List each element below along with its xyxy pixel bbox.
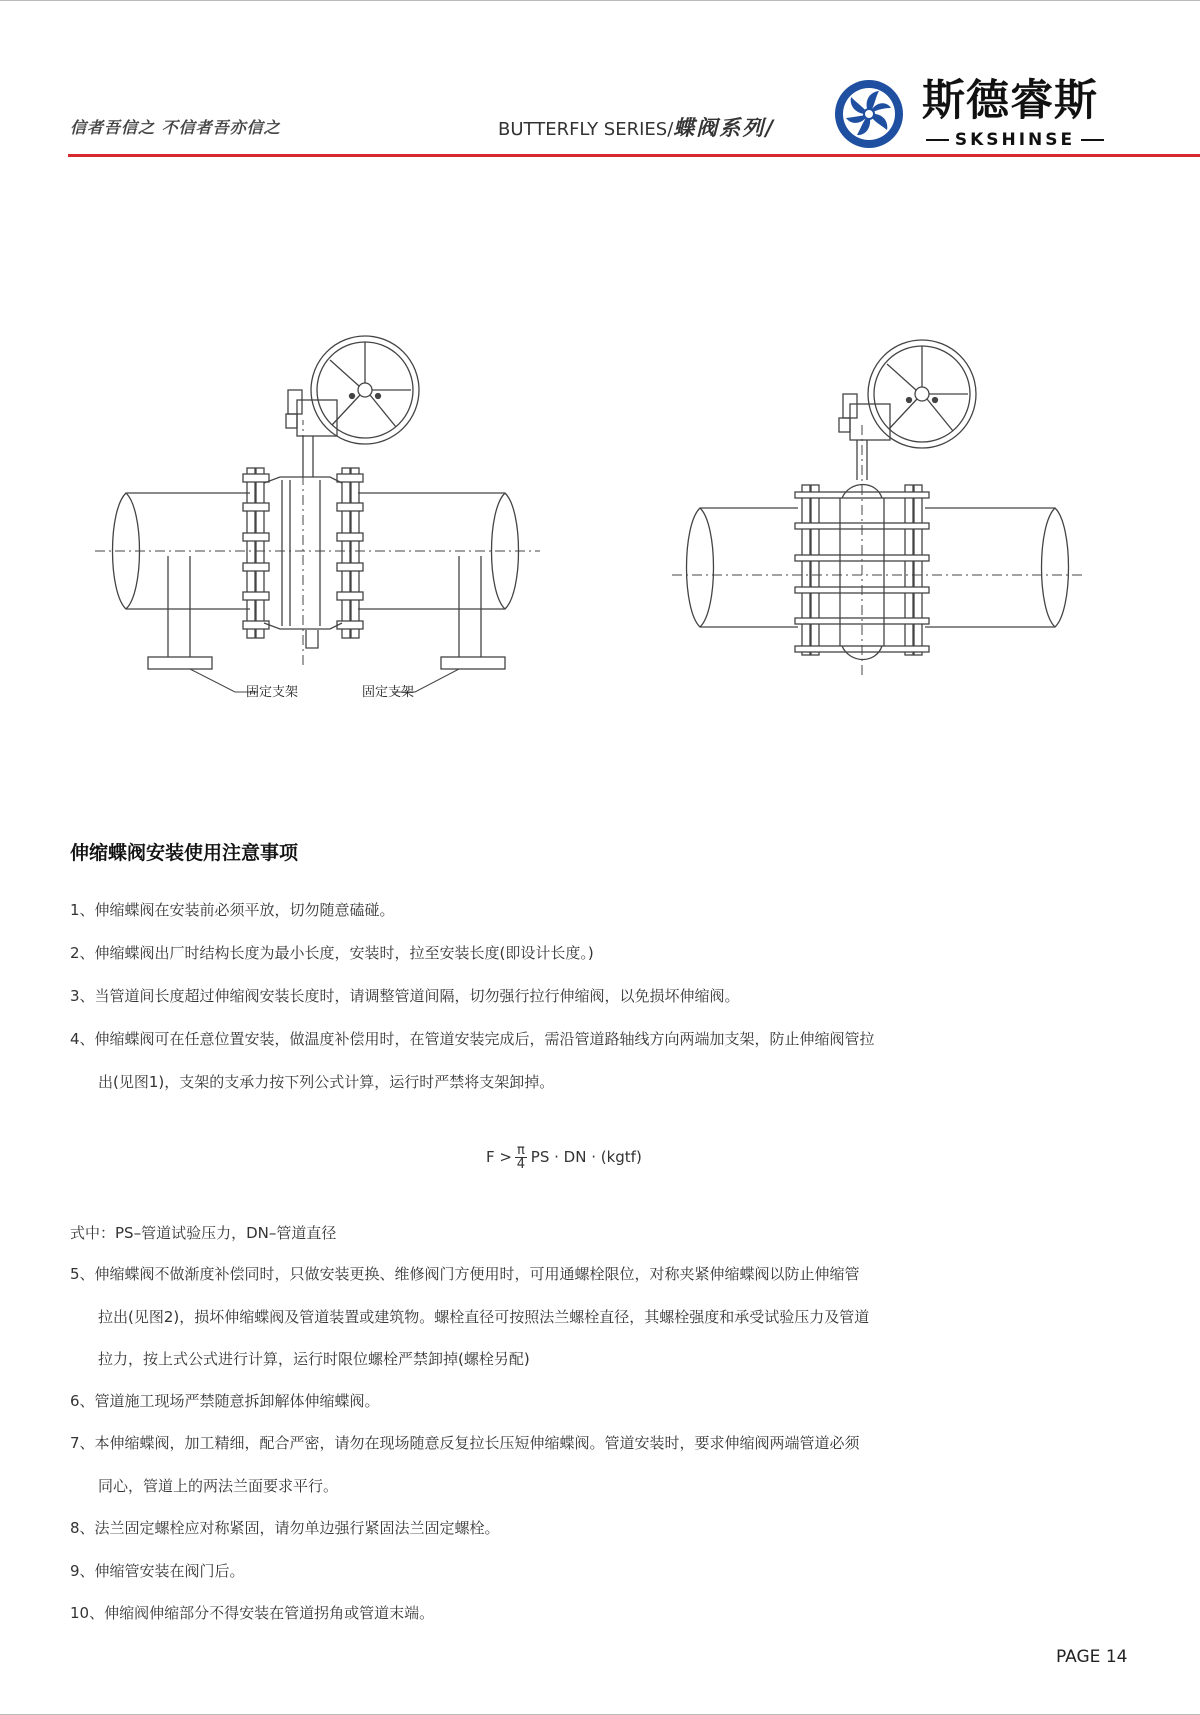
series-title [498,112,775,142]
formula-fraction [515,1144,527,1171]
top-border [0,0,1200,1]
brand-name-en-row [926,129,1104,151]
note-2: 2、伸缩蝶阀出厂时结构长度为最小长度，安装时，拉至安装长度(即设计长度。) [70,944,594,962]
note-1: 1、伸缩蝶阀在安装前必须平放，切勿随意磕碰。 [70,901,395,919]
formula-denominator: 4 [516,1156,526,1172]
series-title-cn: 蝶阀系列/ [673,115,775,140]
formula-left: F > [486,1148,512,1166]
brand-rule-right [1081,139,1104,141]
page-number: PAGE 14 [1056,1647,1128,1667]
brand-logo-icon [833,78,905,150]
figure-1-support-installation [113,336,519,692]
brand-name-en: SKSHINSE [954,129,1076,150]
section-title: 伸缩蝶阀安装使用注意事项 [70,842,299,864]
note-10: 10、伸缩阀伸缩部分不得安装在管道拐角或管道末端。 [70,1604,435,1622]
note-9: 9、伸缩管安装在阀门后。 [70,1562,245,1580]
brand-name-cn: 斯德睿斯 [922,76,1098,126]
note-5-line-3: 拉力，按上式公式进行计算，运行时限位螺栓严禁卸掉(螺栓另配) [98,1350,530,1368]
note-6: 6、管道施工现场严禁随意拆卸解体伸缩蝶阀。 [70,1392,380,1410]
header-divider [68,154,1200,157]
brand-rule-left [926,139,949,141]
support-force-formula [486,1139,642,1175]
note-7-line-1: 7、本伸缩蝶阀，加工精细，配合严密，请勿在现场随意反复拉长压短伸缩蝶阀。管道安装时，要求伸缩阀两端管道必须 [70,1434,860,1452]
formula-numerator: π [516,1142,525,1158]
note-8: 8、法兰固定螺栓应对称紧固，请勿单边强行紧固法兰固定螺栓。 [70,1519,500,1537]
formula-right: PS · DN · (kgtf) [530,1148,642,1166]
figure-2-bolt-limited-installation [687,340,1069,660]
note-7-line-2: 同心，管道上的两法兰面要求平行。 [98,1477,339,1495]
support-label-left: 固定支架 [246,685,299,700]
note-5-line-2: 拉出(见图2)，损坏伸缩蝶阀及管道装置或建筑物。螺栓直径可按照法兰螺栓直径，其螺栓强度和承受试验压力及管道 [98,1308,870,1326]
formula-legend: 式中：PS–管道试验压力，DN–管道直径 [70,1224,337,1242]
header-slogan: 信者吾信之 不信者吾亦信之 [70,118,281,137]
note-4-line-1: 4、伸缩蝶阀可在任意位置安装，做温度补偿用时，在管道安装完成后，需沿管道路轴线方向两端加支架，防止伸缩阀管拉 [70,1030,875,1048]
note-3: 3、当管道间长度超过伸缩阀安装长度时，请调整管道间隔，切勿强行拉行伸缩阀，以免损坏伸缩阀。 [70,987,740,1005]
installation-drawings [0,330,1200,700]
support-label-right: 固定支架 [362,685,415,700]
note-5-line-1: 5、伸缩蝶阀不做渐度补偿同时，只做安装更换、维修阀门方便用时，可用通螺栓限位，对称夹紧伸缩蝶阀以防止伸缩管 [70,1265,860,1283]
series-title-en: BUTTERFLY SERIES/ [498,119,674,140]
note-4-line-2: 出(见图1)，支架的支承力按下列公式计算，运行时严禁将支架卸掉。 [98,1073,555,1091]
